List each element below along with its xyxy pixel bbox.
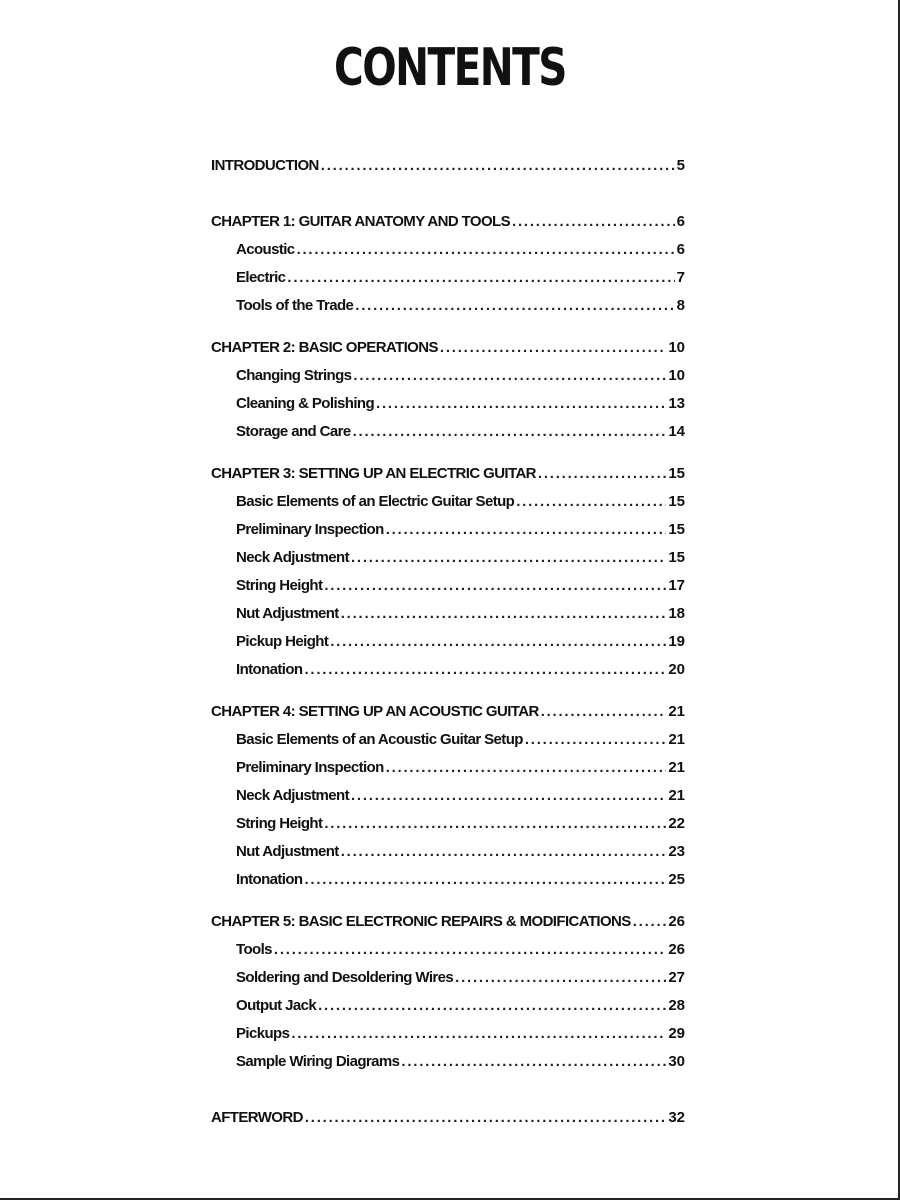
toc-page-number: 26 — [668, 913, 685, 930]
dot-leader — [401, 1048, 666, 1076]
dot-leader — [386, 516, 667, 544]
toc-page-number: 26 — [668, 941, 685, 958]
toc-page-number: 21 — [668, 787, 685, 804]
toc-entry-title: Output Jack — [236, 997, 317, 1014]
toc-page-number: 8 — [676, 297, 685, 314]
toc-section-entry[interactable] — [211, 992, 685, 1020]
toc-entry-title: Tools of the Trade — [236, 297, 354, 314]
toc-entry-title: CHAPTER 2: BASIC OPERATIONS — [211, 339, 438, 356]
dot-leader — [287, 264, 674, 292]
toc-page-number: 5 — [676, 157, 685, 174]
toc-page-number: 20 — [668, 661, 685, 678]
toc-section-entry[interactable] — [211, 936, 685, 964]
toc-page-number: 19 — [668, 633, 685, 650]
toc-entry-title: Cleaning & Polishing — [236, 395, 375, 412]
toc-entry-title: Intonation — [236, 871, 303, 888]
toc-entry-title: Soldering and Desoldering Wires — [236, 969, 454, 986]
toc-page-number: 10 — [668, 367, 685, 384]
toc-entry-title: Sample Wiring Diagrams — [236, 1053, 400, 1070]
dot-leader — [304, 656, 666, 684]
toc-section-entry[interactable] — [211, 656, 685, 684]
toc-page-number: 23 — [668, 843, 685, 860]
toc-entry-title: CHAPTER 1: GUITAR ANATOMY AND TOOLS — [211, 213, 511, 230]
dot-leader — [376, 390, 666, 418]
toc-page-number: 25 — [668, 871, 685, 888]
dot-leader — [512, 208, 675, 236]
section-spacer — [211, 320, 685, 334]
section-spacer — [211, 894, 685, 908]
toc-entry-title: Preliminary Inspection — [236, 521, 384, 538]
toc-entry-title: Changing Strings — [236, 367, 352, 384]
toc-section-entry[interactable] — [211, 572, 685, 600]
toc-page-number: 15 — [668, 465, 685, 482]
toc-entry-title: Basic Elements of an Acoustic Guitar Setup — [236, 731, 523, 748]
toc-entry-title: INTRODUCTION — [211, 157, 319, 174]
dot-leader — [525, 726, 666, 754]
dot-leader — [324, 810, 666, 838]
toc-chapter-entry[interactable] — [211, 334, 685, 362]
dot-leader — [516, 488, 666, 516]
section-spacer — [211, 1076, 685, 1104]
toc-section-entry[interactable] — [211, 810, 685, 838]
toc-entry-title: CHAPTER 4: SETTING UP AN ACOUSTIC GUITAR — [211, 703, 539, 720]
section-spacer — [211, 684, 685, 698]
toc-page-number: 6 — [676, 213, 685, 230]
toc-page-number: 15 — [668, 549, 685, 566]
toc-section-entry[interactable] — [211, 544, 685, 572]
dot-leader — [341, 838, 667, 866]
toc-chapter-entry[interactable] — [211, 152, 685, 180]
toc-section-entry[interactable] — [211, 292, 685, 320]
dot-leader — [538, 460, 666, 488]
toc-entry-title: Nut Adjustment — [236, 843, 339, 860]
toc-page-number: 6 — [676, 241, 685, 258]
toc-chapter-entry[interactable] — [211, 208, 685, 236]
dot-leader — [541, 698, 667, 726]
dot-leader — [330, 628, 666, 656]
dot-leader — [355, 292, 674, 320]
toc-entry-title: CHAPTER 5: BASIC ELECTRONIC REPAIRS & MODIFICATIONS — [211, 913, 631, 930]
dot-leader — [304, 866, 666, 894]
toc-section-entry[interactable] — [211, 754, 685, 782]
toc-entry-title: CHAPTER 3: SETTING UP AN ELECTRIC GUITAR — [211, 465, 536, 482]
dot-leader — [351, 782, 666, 810]
toc-page-number: 17 — [668, 577, 685, 594]
toc-entry-title: Nut Adjustment — [236, 605, 339, 622]
dot-leader — [440, 334, 666, 362]
toc-entry-title: String Height — [236, 577, 323, 594]
toc-page-number: 15 — [668, 521, 685, 538]
toc-entry-title: String Height — [236, 815, 323, 832]
toc-section-entry[interactable] — [211, 600, 685, 628]
dot-leader — [353, 362, 666, 390]
toc-section-entry[interactable] — [211, 782, 685, 810]
toc-entry-title: Pickups — [236, 1025, 290, 1042]
toc-page-number: 21 — [668, 759, 685, 776]
dot-leader — [386, 754, 667, 782]
toc-page-number: 15 — [668, 493, 685, 510]
toc-page-number: 29 — [668, 1025, 685, 1042]
toc-page-number: 28 — [668, 997, 685, 1014]
toc-page-number: 7 — [676, 269, 685, 286]
toc-entry-title: Basic Elements of an Electric Guitar Setup — [236, 493, 515, 510]
dot-leader — [324, 572, 666, 600]
toc-section-entry[interactable] — [211, 264, 685, 292]
section-spacer — [211, 180, 685, 208]
toc-entry-title: Preliminary Inspection — [236, 759, 384, 776]
toc-section-entry[interactable] — [211, 236, 685, 264]
toc-page-number: 18 — [668, 605, 685, 622]
page-title: CONTENTS — [334, 38, 566, 98]
toc-section-entry[interactable] — [211, 418, 685, 446]
toc-section-entry[interactable] — [211, 726, 685, 754]
toc-page-number: 14 — [668, 423, 685, 440]
toc-section-entry[interactable] — [211, 964, 685, 992]
toc-chapter-entry[interactable] — [211, 460, 685, 488]
toc-entry-title: Neck Adjustment — [236, 549, 349, 566]
toc-page-number: 10 — [668, 339, 685, 356]
toc-entry-title: Intonation — [236, 661, 303, 678]
toc-entry-title: Storage and Care — [236, 423, 351, 440]
toc-page-number: 32 — [668, 1109, 685, 1126]
toc-section-entry[interactable] — [211, 628, 685, 656]
table-of-contents — [211, 152, 685, 1132]
dot-leader — [455, 964, 666, 992]
toc-page-number: 13 — [668, 395, 685, 412]
toc-page-number: 21 — [668, 731, 685, 748]
toc-section-entry[interactable] — [211, 1048, 685, 1076]
toc-page-number: 22 — [668, 815, 685, 832]
toc-entry-title: Pickup Height — [236, 633, 329, 650]
toc-entry-title: Acoustic — [236, 241, 295, 258]
dot-leader — [318, 992, 666, 1020]
dot-leader — [274, 936, 666, 964]
dot-leader — [291, 1020, 666, 1048]
toc-section-entry[interactable] — [211, 390, 685, 418]
toc-entry-title: Tools — [236, 941, 272, 958]
toc-section-entry[interactable] — [211, 866, 685, 894]
dot-leader — [633, 908, 667, 936]
toc-page-number: 21 — [668, 703, 685, 720]
toc-section-entry[interactable] — [211, 516, 685, 544]
dot-leader — [321, 152, 675, 180]
toc-entry-title: Electric — [236, 269, 286, 286]
toc-section-entry[interactable] — [211, 1020, 685, 1048]
dot-leader — [297, 236, 675, 264]
toc-chapter-entry[interactable] — [211, 1104, 685, 1132]
dot-leader — [305, 1104, 666, 1132]
dot-leader — [341, 600, 667, 628]
section-spacer — [211, 446, 685, 460]
toc-page-number: 27 — [668, 969, 685, 986]
toc-section-entry[interactable] — [211, 362, 685, 390]
dot-leader — [353, 418, 667, 446]
toc-chapter-entry[interactable] — [211, 698, 685, 726]
toc-entry-title: Neck Adjustment — [236, 787, 349, 804]
toc-entry-title: AFTERWORD — [211, 1109, 303, 1126]
dot-leader — [351, 544, 666, 572]
toc-section-entry[interactable] — [211, 488, 685, 516]
toc-section-entry[interactable] — [211, 838, 685, 866]
toc-chapter-entry[interactable] — [211, 908, 685, 936]
toc-page-number: 30 — [668, 1053, 685, 1070]
